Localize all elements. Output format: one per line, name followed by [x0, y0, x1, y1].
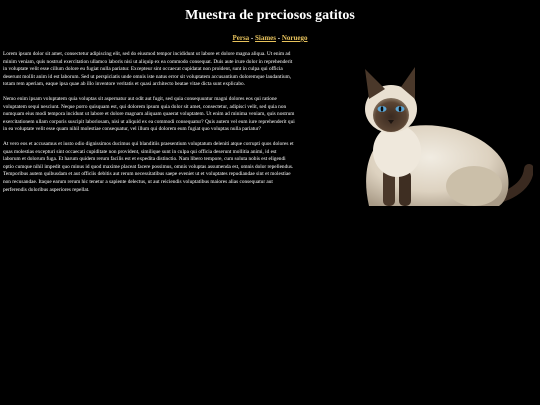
paragraph: Nemo enim ipsam voluptatem quia voluptas sit aspernatur aut odit aut fugit, sed quia consequuntur magni dolores eos qui ratione voluptatem sequi nesciunt. Neque porro quisquam est, qui dolorem ipsum quia dolor sit amet, consectetur, adipisci velit, sed quia non numquam eius modi tempora incidunt ut labore et dolore magnam aliquam quaerat voluptatem. Ut enim ad minima veniam, quis nostrum exercitationem ullam corporis suscipit laboriosam, nisi ut aliquid ex ea commodi consequatur? Quis autem vel eum iure reprehenderit qui in ea voluptate velit esse quam nihil molestiae consequatur, vel illum qui dolorem eum fugiat quo voluptas nulla pariatur? [3, 95, 295, 133]
nav-separator: - [250, 34, 254, 42]
nav-link-siames[interactable]: Siames [255, 34, 277, 42]
article-content [3, 51, 533, 208]
nav-separator: - [277, 34, 281, 42]
nav-link-noruego[interactable]: Noruego [281, 34, 308, 42]
nav-link-persa[interactable]: Persa [232, 34, 250, 42]
siamese-cat-photo [299, 51, 533, 206]
page-title: Muestra de preciosos gatitos [185, 8, 355, 23]
paragraph: Lorem ipsum dolor sit amet, consectetur adipiscing elit, sed do eiusmod tempor incididunt ut labore et dolore magna aliqua. Ut enim ad minim veniam, quis nostrud exercitation ullamco laboris nisi ut aliquip ex ea commodo consequat. Duis aute irure dolor in reprehenderit in voluptate velit esse cillum dolore eu fugiat nulla pariatur. Excepteur sint occaecat cupidatat non proident, sunt in culpa qui officia deserunt mollit anim id est laborum. Sed ut perspiciatis unde omnis iste natus error sit voluptatem accusantium doloremque laudantium, totam rem aperiam, eaque ipsa quae ab illo inventore veritatis et quasi architecto beatae vitae dicta sunt explicabo. [3, 51, 293, 88]
breed-nav [0, 34, 540, 42]
paragraph: At vero eos et accusamus et iusto odio dignissimos ducimus qui blanditiis praesentium voluptatum deleniti atque corrupti quos dolores et quas molestias excepturi sint occaecati cupiditate non provident, similique sunt in culpa qui officia deserunt mollitia animi, id est laborum et dolorum fuga. Et harum quidem rerum facilis est et expedita distinctio. Nam libero tempore, cum soluta nobis est eligendi optio cumque nihil impedit quo minus id quod maxime placeat facere possimus, omnis voluptas assumenda est, omnis dolor repellendus. Temporibus autem quibusdam et aut officiis debitis aut rerum necessitatibus saepe eveniet ut et voluptates repudiandae sint et molestiae non recusandae. Itaque earum rerum hic tenetur a sapiente delectus, ut aut reiciendis voluptatibus maiores alias consequatur aut perferendis doloribus asperiores repellat. [3, 140, 294, 193]
